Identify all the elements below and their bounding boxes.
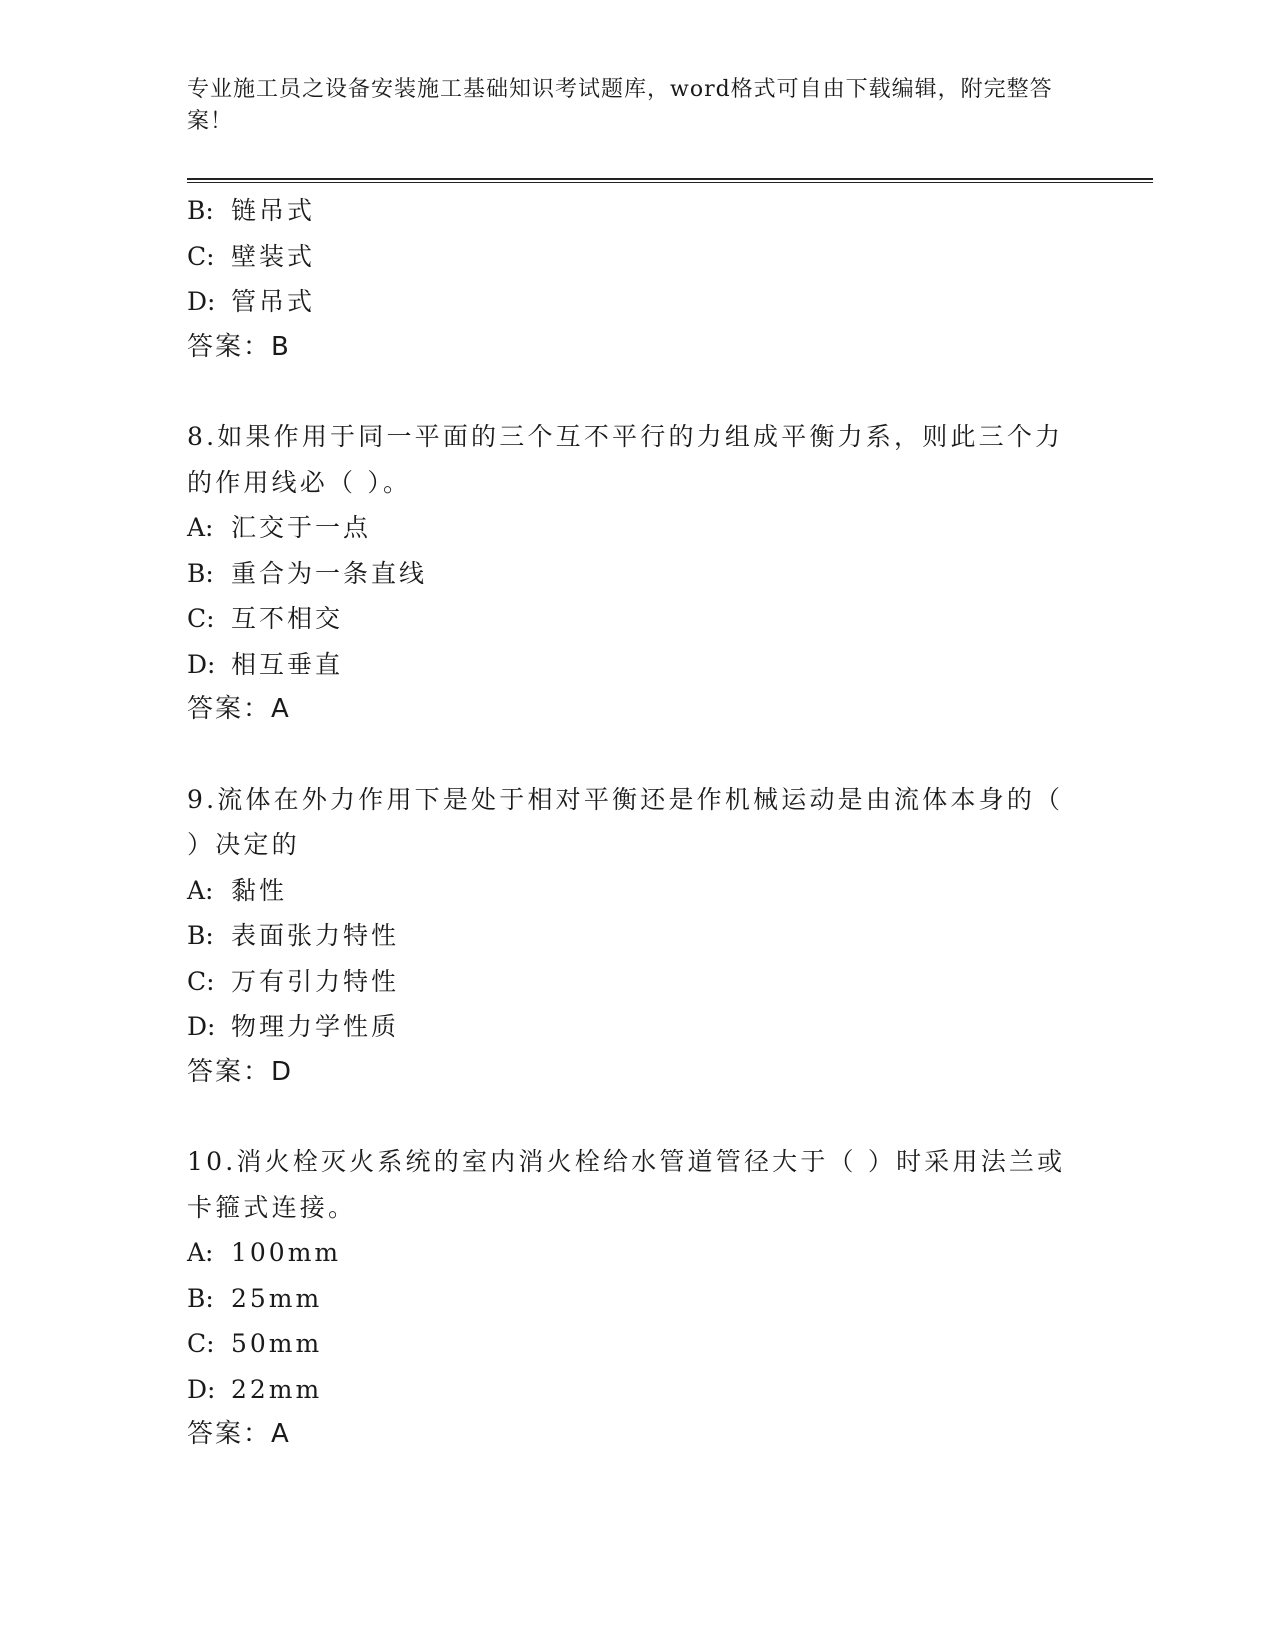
answer-line: 答案：A <box>187 1419 291 1449</box>
spacer <box>187 1095 1067 1139</box>
question-9 <box>187 777 1067 1096</box>
option-label: A: <box>187 513 214 542</box>
option-text: 链吊式 <box>231 196 316 225</box>
option-c <box>187 596 1067 642</box>
option-text: 管吊式 <box>231 287 316 316</box>
option-label: B: <box>187 558 214 588</box>
option-label: D: <box>187 1012 216 1041</box>
question-list <box>187 188 1067 1458</box>
option-label: C: <box>187 1329 215 1358</box>
option-label: C: <box>187 604 215 633</box>
option-text: 表面张力特性 <box>231 921 400 950</box>
option-text: 25mm <box>231 1283 323 1313</box>
option-text: 100mm <box>231 1238 342 1267</box>
option-text: 相互垂直 <box>231 649 344 679</box>
option-b <box>187 913 1067 959</box>
option-b <box>187 551 1067 597</box>
option-text: 汇交于一点 <box>231 513 372 542</box>
spacer <box>187 370 1067 414</box>
option-c <box>187 1321 1067 1367</box>
option-a <box>187 1230 1067 1276</box>
option-label: C: <box>187 241 215 271</box>
answer-line: 答案：B <box>187 331 291 362</box>
answer-line: 答案：D <box>187 1056 294 1087</box>
option-a <box>187 505 1067 551</box>
option-label: C: <box>187 966 215 996</box>
option-text: 22mm <box>231 1374 323 1404</box>
option-label: B: <box>187 1283 214 1313</box>
question-stem: 8.如果作用于同一平面的三个互不平行的力组成平衡力系，则此三个力的作用线必（ ）。 <box>187 422 1064 497</box>
option-text: 重合为一条直线 <box>231 558 428 588</box>
option-a <box>187 868 1067 914</box>
option-d <box>187 642 1067 688</box>
option-text: 黏性 <box>231 875 288 905</box>
question-carryover <box>187 188 1067 370</box>
option-label: A: <box>187 1238 214 1267</box>
header-title: 专业施工员之设备安装施工基础知识考试题库，word格式可自由下载编辑，附完整答案！ <box>187 77 1053 134</box>
question-stem: 10.消火栓灭火系统的室内消火栓给水管道管径大于（ ）时采用法兰或卡箍式连接。 <box>187 1147 1066 1222</box>
option-label: D: <box>187 1374 216 1404</box>
option-text: 互不相交 <box>231 604 344 633</box>
option-b <box>187 188 1067 234</box>
option-label: D: <box>187 649 216 679</box>
option-text: 50mm <box>231 1329 323 1358</box>
option-text: 物理力学性质 <box>231 1012 400 1041</box>
option-d <box>187 1367 1067 1413</box>
option-label: B: <box>187 196 214 225</box>
option-b <box>187 1276 1067 1322</box>
header-divider <box>187 178 1153 183</box>
question-10 <box>187 1139 1067 1458</box>
answer-line: 答案：A <box>187 694 291 724</box>
option-label: D: <box>187 287 216 316</box>
option-c <box>187 959 1067 1005</box>
question-stem: 9.流体在外力作用下是处于相对平衡还是作机械运动是由流体本身的（ ）决定的 <box>187 784 1064 859</box>
option-label: B: <box>187 921 214 950</box>
option-text: 万有引力特性 <box>231 966 400 996</box>
option-c <box>187 234 1067 280</box>
option-label: A: <box>187 875 214 905</box>
question-8 <box>187 414 1067 733</box>
option-d <box>187 1004 1067 1050</box>
document-header <box>187 74 1067 138</box>
option-text: 壁装式 <box>231 241 316 271</box>
option-d <box>187 279 1067 325</box>
spacer <box>187 733 1067 777</box>
